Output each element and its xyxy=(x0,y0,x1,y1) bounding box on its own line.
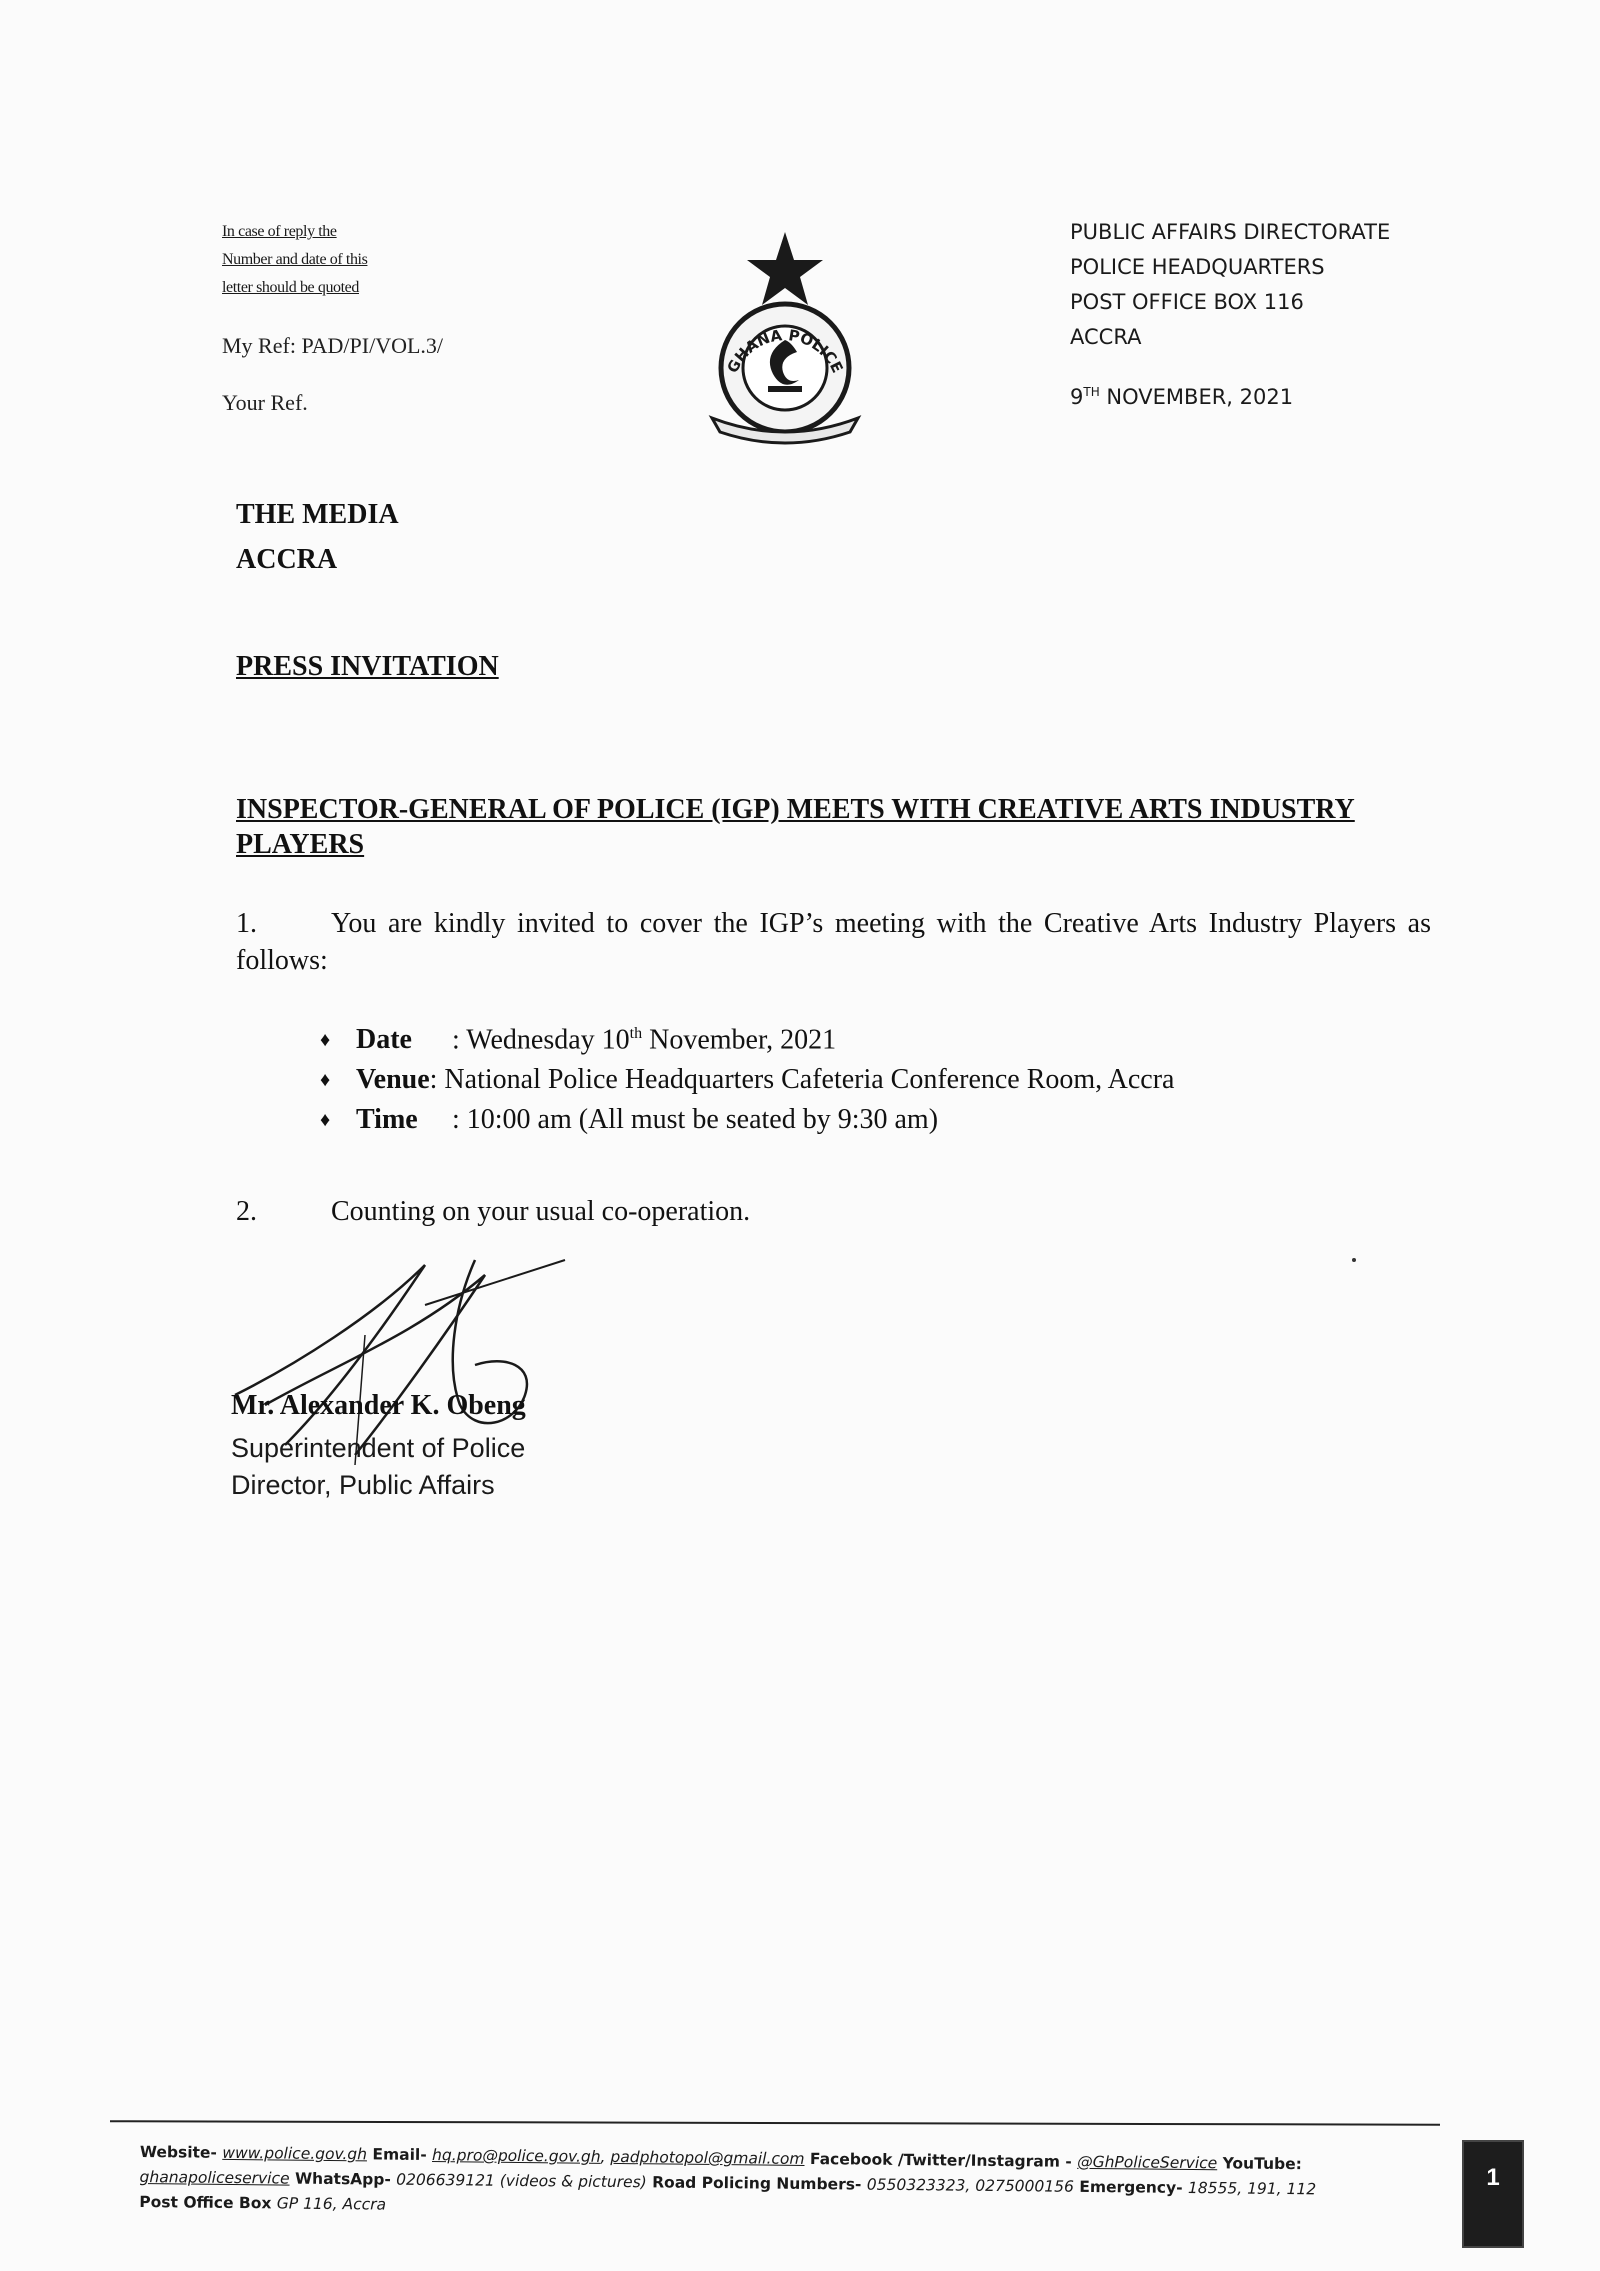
paragraph-2: 2. Counting on your usual co-operation. xyxy=(236,1196,751,1227)
event-details xyxy=(320,1014,1174,1140)
email-link-2[interactable]: padphotopol@gmail.com xyxy=(610,2147,805,2168)
email-link-1[interactable]: hq.pro@police.gov.gh xyxy=(431,2146,601,2166)
page-number-badge: 1 xyxy=(1462,2140,1524,2248)
diamond-bullet-icon: ♦ xyxy=(320,1069,331,1092)
emergency-numbers: 18555, 191, 112 xyxy=(1187,2178,1317,2199)
post-office-box: GP 116, Accra xyxy=(276,2194,387,2214)
paragraph-1: 1. You are kindly invited to cover the IGP’s meeting with the Creative Arts Industry Players as follows: xyxy=(236,908,1431,976)
detail-time: ♦ Time : 10:00 am (All must be seated by 9:30 am) xyxy=(320,1100,1174,1140)
document-title: PRESS INVITATION xyxy=(236,651,499,682)
signatory-title-1: Superintendent of Police xyxy=(231,1433,526,1463)
social-handle-link[interactable]: @GhPoliceService xyxy=(1077,2152,1218,2173)
address-line: POST OFFICE BOX 116 xyxy=(1070,290,1304,314)
svg-text:GHANA POLICE: GHANA POLICE xyxy=(723,326,847,376)
detail-date: ♦ Date : Wednesday 10th November, 2021 xyxy=(320,1014,1174,1060)
recipient xyxy=(236,492,399,582)
subject-heading: INSPECTOR-GENERAL OF POLICE (IGP) MEETS WITH CREATIVE ARTS INDUSTRY PLAYERS xyxy=(236,794,1355,860)
address-line: POLICE HEADQUARTERS xyxy=(1070,255,1325,279)
letter-date: 9TH NOVEMBER, 2021 xyxy=(1070,385,1294,409)
address-line: PUBLIC AFFAIRS DIRECTORATE xyxy=(1070,220,1391,244)
signatory-title-2: Director, Public Affairs xyxy=(231,1470,495,1500)
my-reference: My Ref: PAD/PI/VOL.3/ xyxy=(222,333,444,358)
signatory-name: Mr. Alexander K. Obeng xyxy=(231,1390,526,1421)
speck xyxy=(1352,1258,1356,1262)
footer-contacts: Website- www.police.gov.gh Email- hq.pro@police.gov.gh, padphotopol@gmail.com Facebook /Twitter/Instagram - @GhPoliceService YouTube: ghanapoliceservice WhatsApp- 0206639121 (videos & pictures) Road Policing Numbers- 0550323323, 0275000156 Emergency- 18555, 191, 112 Post Office Box GP 116, Accra xyxy=(139,2142,1317,2214)
whatsapp-number: 0206639121 (videos & pictures) xyxy=(396,2170,647,2192)
diamond-bullet-icon: ♦ xyxy=(320,1109,331,1132)
signatory-titles xyxy=(231,1430,525,1504)
recipient-line2: ACCRA xyxy=(236,544,338,575)
road-policing-numbers: 0550323323, 0275000156 xyxy=(866,2175,1074,2196)
youtube-link[interactable]: ghanapoliceservice xyxy=(139,2167,290,2188)
footer-divider xyxy=(110,2120,1440,2125)
diamond-bullet-icon: ♦ xyxy=(320,1029,331,1052)
sender-address xyxy=(1070,215,1390,355)
recipient-line1: THE MEDIA xyxy=(236,499,399,530)
ghana-police-crest-icon xyxy=(690,228,880,458)
reply-note-line: Number and date of this xyxy=(222,251,368,268)
reply-note-line: In case of reply the xyxy=(222,223,337,240)
reply-note-line: letter should be quoted xyxy=(222,279,359,296)
reply-note xyxy=(222,218,367,302)
detail-venue: ♦ Venue: National Police Headquarters Cafeteria Conference Room, Accra xyxy=(320,1060,1174,1100)
address-line: ACCRA xyxy=(1070,325,1142,349)
your-reference: Your Ref. xyxy=(222,390,308,415)
website-link[interactable]: www.police.gov.gh xyxy=(222,2143,368,2164)
